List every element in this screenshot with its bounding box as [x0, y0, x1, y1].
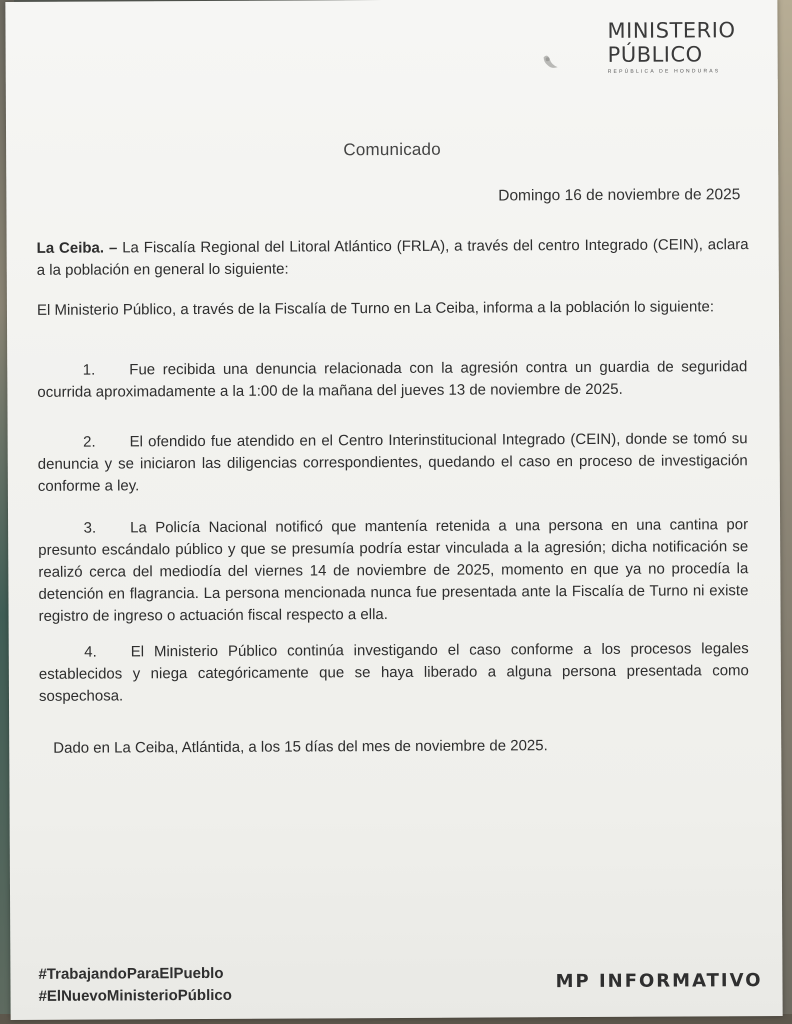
seal-icon — [536, 49, 564, 77]
list-item — [38, 514, 749, 628]
list-item-number: 1. — [82, 361, 96, 379]
lead-paragraph: El Ministerio Público, a través de la Fiscalía de Turno en La Ceiba, informa a la población lo siguiente: — [36, 298, 715, 319]
ministerio-publico-logo — [607, 18, 767, 83]
logo-subtitle: REPÚBLICA DE HONDURAS — [607, 68, 721, 75]
document-title: Comunicado — [343, 139, 441, 160]
logo-line2: PÚBLICO — [607, 42, 703, 67]
hashtag-nuevo-ministerio: #ElNuevoMinisterioPúblico — [38, 986, 232, 1005]
intro-paragraph — [37, 234, 749, 282]
list-item-text: El ofendido fue atendido en el Centro Interinstitucional Integrado (CEIN), donde se tomó su denuncia y se iniciaron las diligencias correspondientes, quedando el caso en proceso de investigación conforme a ley. — [37, 430, 748, 495]
list-item — [39, 638, 749, 708]
list-item-text: El Ministerio Público continúa investigando el caso conforme a los procesos legales establecidos y niega categóricamente que se haya liberado a alguna persona presentada como sospechosa. — [38, 640, 749, 705]
list-item-number: 3. — [83, 519, 97, 537]
document-date: Domingo 16 de noviembre de 2025 — [498, 186, 741, 205]
intro-text: La Fiscalía Regional del Litoral Atlántico (FRLA), a través del centro Integrado (CEIN), aclara a la población en general lo siguiente: — [36, 236, 749, 279]
list-item-text: La Policía Nacional notificó que mantenía retenida a una persona en una cantina por presunto escándalo público y que se presumía podría estar vinculada a la agresión; dicha notificación se realizó cerca del mediodía del viernes 14 de noviembre de 2025, momento en que ya no procedía la detención en flagrancia. La persona mencionada nunca fue presentada ante la Fiscalía de Turno ni existe registro de ingreso o actuación fiscal respecto a ella. — [38, 516, 749, 625]
list-item-text: Fue recibida una denuncia relacionada con la agresión contra un guardia de seguridad ocurrida aproximadamente a la 1:00 de la mañana del jueves 13 de noviembre de 2025. — [37, 358, 748, 401]
mp-informativo-brand: MP INFORMATIVO — [555, 970, 763, 993]
hashtag-trabajando: #TrabajandoParaElPueblo — [38, 964, 224, 983]
document-paper — [5, 0, 782, 1020]
logo-line1: MINISTERIO — [607, 18, 736, 43]
closing-line: Dado en La Ceiba, Atlántida, a los 15 días del mes de noviembre de 2025. — [53, 737, 548, 757]
list-item — [37, 356, 747, 404]
list-item — [38, 428, 748, 498]
list-item-number: 4. — [84, 643, 97, 661]
intro-place: La Ceiba. – — [36, 239, 118, 257]
list-item-number: 2. — [83, 433, 96, 451]
hashtags — [38, 963, 232, 1008]
